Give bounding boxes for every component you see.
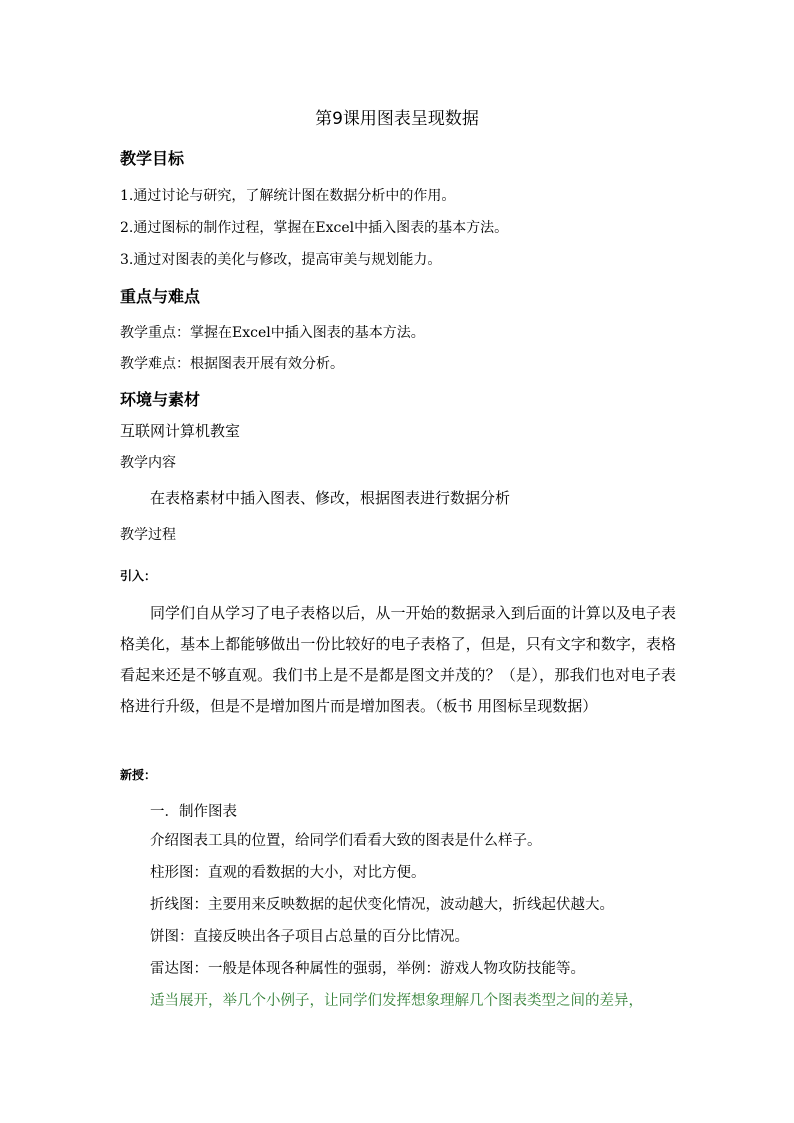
new-lesson-label: 新授： <box>120 768 157 782</box>
objective-item-2: 2.通过图标的制作过程，掌握在Excel中插入图表的基本方法。 <box>120 220 509 236</box>
intro-paragraph: 同学们自从学习了电子表格以后，从一开始的数据录入到后面的计算以及电子表格美化，基本上都能够做出一份比较好的电子表格了，但是，只有文字和数字，表格看起来还是不够直观。我们书上是不是都是图文并茂的？（是），那我们也对电子表格进行升级，但是不是增加图片而是增加图表。（板书 用图标呈现数据） <box>120 604 676 715</box>
section-make-chart: 一．制作图表 <box>150 804 237 820</box>
teaching-difficulty: 教学难点：根据图表开展有效分析。 <box>120 356 344 372</box>
environment-value: 互联网计算机教室 <box>120 422 241 440</box>
lesson-line-radar: 雷达图：一般是体现各种属性的强弱，举例：游戏人物攻防技能等。 <box>150 961 585 977</box>
content-heading: 教学内容 <box>120 455 176 471</box>
objective-item-1: 1.通过讨论与研究，了解统计图在数据分析中的作用。 <box>120 188 456 204</box>
page-title: 第9课用图表呈现数据 <box>315 109 479 129</box>
lesson-line-pie: 饼图：直接反映出各子项目占总量的百分比情况。 <box>150 929 469 945</box>
teacher-note: 适当展开，举几个小例子，让同学们发挥想象理解几个图表类型之间的差异， <box>150 993 643 1009</box>
lesson-line-bar: 柱形图：直观的看数据的大小，对比方便。 <box>150 865 426 881</box>
content-value: 在表格素材中插入图表、修改，根据图表进行数据分析 <box>150 489 511 507</box>
objective-item-3: 3.通过对图表的美化与修改，提高审美与规划能力。 <box>120 252 442 268</box>
key-points-heading: 重点与难点 <box>120 287 201 306</box>
lesson-line-1: 介绍图表工具的位置，给同学们看看大致的图表是什么样子。 <box>150 833 542 849</box>
lesson-line-line: 折线图：主要用来反映数据的起伏变化情况，波动越大，折线起伏越大。 <box>150 897 614 913</box>
teaching-focus: 教学重点：掌握在Excel中插入图表的基本方法。 <box>120 325 425 341</box>
intro-label: 引入： <box>120 569 157 583</box>
environment-heading: 环境与素材 <box>120 390 201 409</box>
process-heading: 教学过程 <box>120 527 176 543</box>
objectives-heading: 教学目标 <box>120 149 185 168</box>
